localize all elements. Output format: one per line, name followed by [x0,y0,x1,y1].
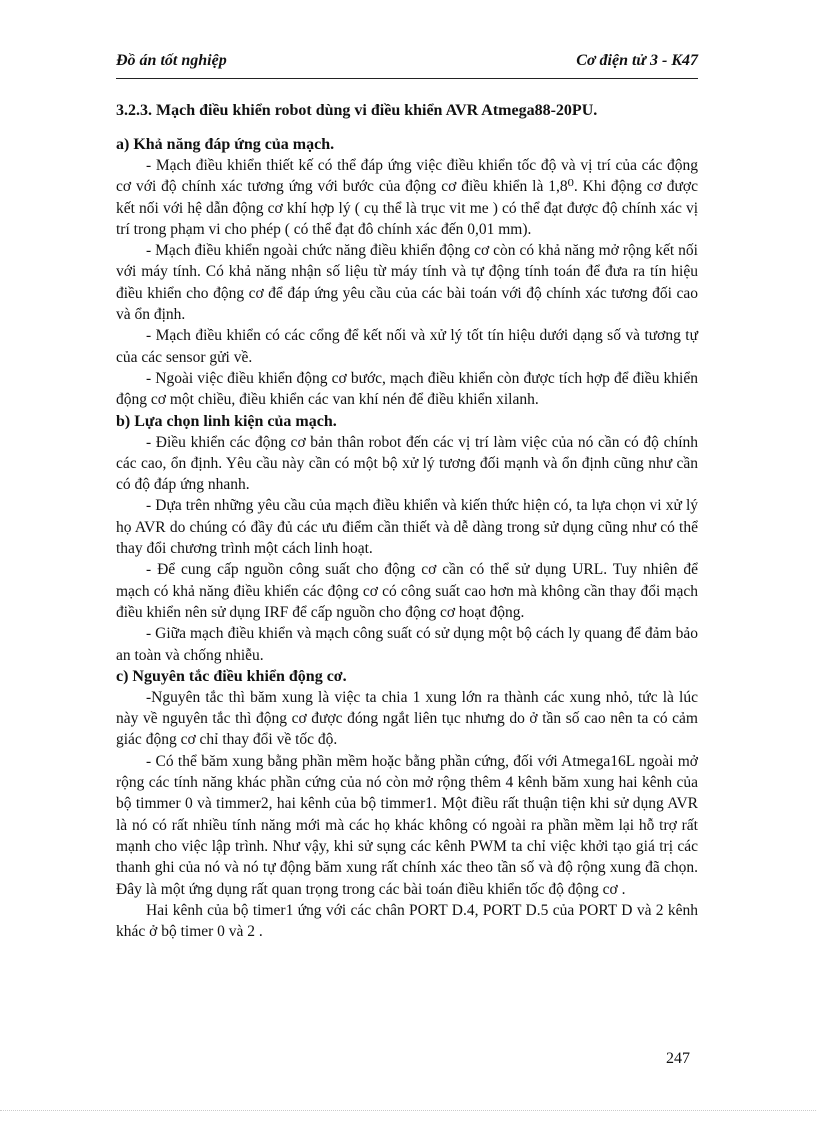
paragraph: - Mạch điều khiển có các cổng để kết nối và xử lý tốt tín hiệu dưới dạng số và tương tự của các sensor gửi về. [116,327,698,366]
page-header [116,52,698,79]
paragraph: - Để cung cấp nguồn công suất cho động cơ cần có thể sử dụng URL. Tuy nhiên để mạch có khả năng điều khiển các động cơ có công suất cao hơn mà không cần thay đổi mạch điều khiển nên sử dụng IRF để cấp nguồn cho động cơ hoạt động. [116,561,698,621]
paragraph: Hai kênh của bộ timer1 ứng với các chân PORT D.4, PORT D.5 của PORT D và 2 kênh khác ở bộ timer 0 và 2 . [116,901,698,941]
page-body [116,100,698,942]
paragraph: - Có thể băm xung bằng phần mềm hoặc bằng phần cứng, đối với Atmega16L ngoài mở rộng các tính năng khác phần cứng của nó còn mở rộng thêm 4 kênh băm xung hai kênh của bộ timmer 0 và timmer2, hai kênh của bộ timmer1. Một điều rất thuận tiện khi sử dụng AVR là nó có rất nhiều tính năng mới mà các họ khác không có ngoài ra phần mềm lại hỗ trợ rất mạnh cho việc lập trình. Như vậy, khi sử sụng các kênh PWM ta chỉ việc khởi tạo giá trị các thanh ghi của nó và nó tự động băm xung rất chính xác theo tần số và độ rộng xung đã chọn. Đây là một ứng dụng rất quan trọng trong các bài toán điều khiển tốc độ động cơ . [116,752,698,898]
subsection-heading-c: c) Nguyên tắc điều khiển động cơ. [116,667,347,685]
paragraph: -Nguyên tắc thì băm xung là việc ta chia 1 xung lớn ra thành các xung nhỏ, tức là lúc này về nguyên tắc thì động cơ được đóng ngắt liên tục nhưng do ở tần số cao nên ta có cảm giác động cơ chỉ thay đổi về tốc độ. [116,688,698,749]
paragraph: - Dựa trên những yêu cầu của mạch điều khiển và kiến thức hiện có, ta lựa chọn vi xử lý họ AVR do chúng có đầy đủ các ưu điểm cần thiết và dễ dàng trong sử dụng cũng như có thể thay đổi chương trình một cách linh hoạt. [116,497,698,558]
page-bottom-divider [0,1110,816,1111]
subsection-heading-a: a) Khả năng đáp ứng của mạch. [116,136,335,153]
paragraph: - Mạch điều khiển ngoài chức năng điều khiển động cơ còn có khả năng mở rộng kết nối với máy tính. Có khả năng nhận số liệu từ máy tính và tự động tính toán để đưa ra tín hiệu điều khiển cho động cơ để đáp ứng yêu cầu của các bài toán với độ chính xác tương đối cao và ổn định. [116,242,698,324]
header-right-title: Cơ điện tử 3 - K47 [576,52,698,69]
subsection-heading-b: b) Lựa chọn linh kiện của mạch. [116,412,337,430]
paragraph: - Mạch điều khiển thiết kế có thể đáp ứng việc điều khiển tốc độ và vị trí của các động cơ với độ chính xác tương ứng với bước của động cơ điều khiển là 1,8⁰. Khi động cơ được kết nối với hệ dẫn động cơ khí hợp lý ( cụ thể là trục vit me ) có thể đạt được độ chính xác vị trí trong phạm vi cho phép ( có thể đạt đô chính xác đến 0,01 mm). [116,157,698,238]
header-left-title: Đồ án tốt nghiệp [116,52,227,69]
page-number: 247 [666,1050,690,1067]
paragraph: - Điều khiển các động cơ bản thân robot đến các vị trí làm việc của nó cần có độ chính các cao, ổn định. Yêu cầu này cần có một bộ xử lý tương đối mạnh và ổn định cũng như cần có độ đáp ứng nhanh. [116,433,698,494]
section-title: 3.2.3. Mạch điều khiển robot dùng vi điều khiển AVR Atmega88-20PU. [116,102,598,119]
paragraph: - Ngoài việc điều khiển động cơ bước, mạch điều khiển còn được tích hợp để điều khiển động cơ một chiều, điều khiển các van khí nén để điều khiển xilanh. [116,369,698,409]
paragraph: - Giữa mạch điều khiển và mạch công suất có sử dụng một bộ cách ly quang để đảm bảo an toàn và chống nhiễu. [116,625,698,664]
